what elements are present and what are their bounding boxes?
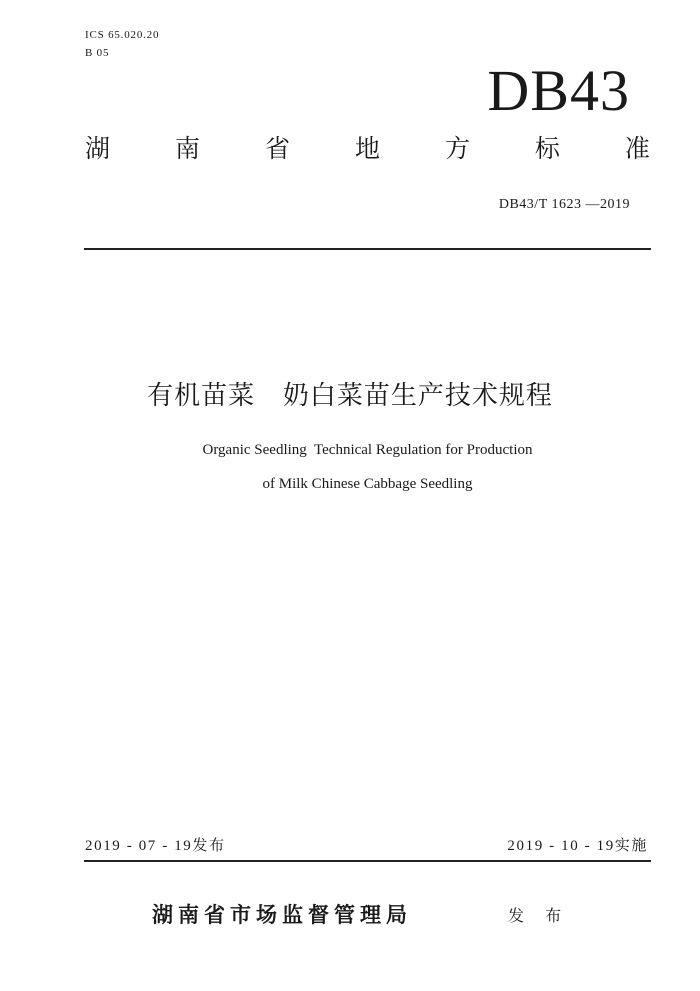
issue-date: 2019 - 07 - 19发布 [85, 838, 226, 854]
issuing-authority: 湖南省市场监督管理局 [152, 903, 412, 927]
standard-type-char: 湖 [85, 134, 111, 163]
standard-type-char: 方 [444, 134, 470, 163]
chinese-title: 有机苗菜 奶白菜苗生产技术规程 [147, 381, 553, 411]
standard-logo: DB43 [487, 58, 630, 123]
header-divider [84, 248, 651, 250]
publish-label: 发 布 [508, 906, 570, 925]
standard-type-char: 标 [534, 134, 560, 163]
standard-type-char: 省 [264, 134, 290, 163]
standard-type-char: 准 [624, 134, 650, 163]
implementation-date: 2019 - 10 - 19实施 [507, 838, 648, 854]
standard-number: DB43/T 1623 —2019 [498, 197, 630, 212]
standard-type-char: 地 [354, 134, 380, 163]
standard-type-char: 南 [174, 134, 200, 163]
ics-code: ICS 65.020.20 [85, 29, 160, 41]
standard-type-title [85, 132, 650, 166]
english-title-line-1: Organic Seedling Technical Regulation for Production [202, 442, 533, 458]
classification-code: B 05 [85, 47, 110, 59]
footer-divider [84, 860, 651, 862]
english-title-line-2: of Milk Chinese Cabbage Seedling [262, 476, 473, 492]
